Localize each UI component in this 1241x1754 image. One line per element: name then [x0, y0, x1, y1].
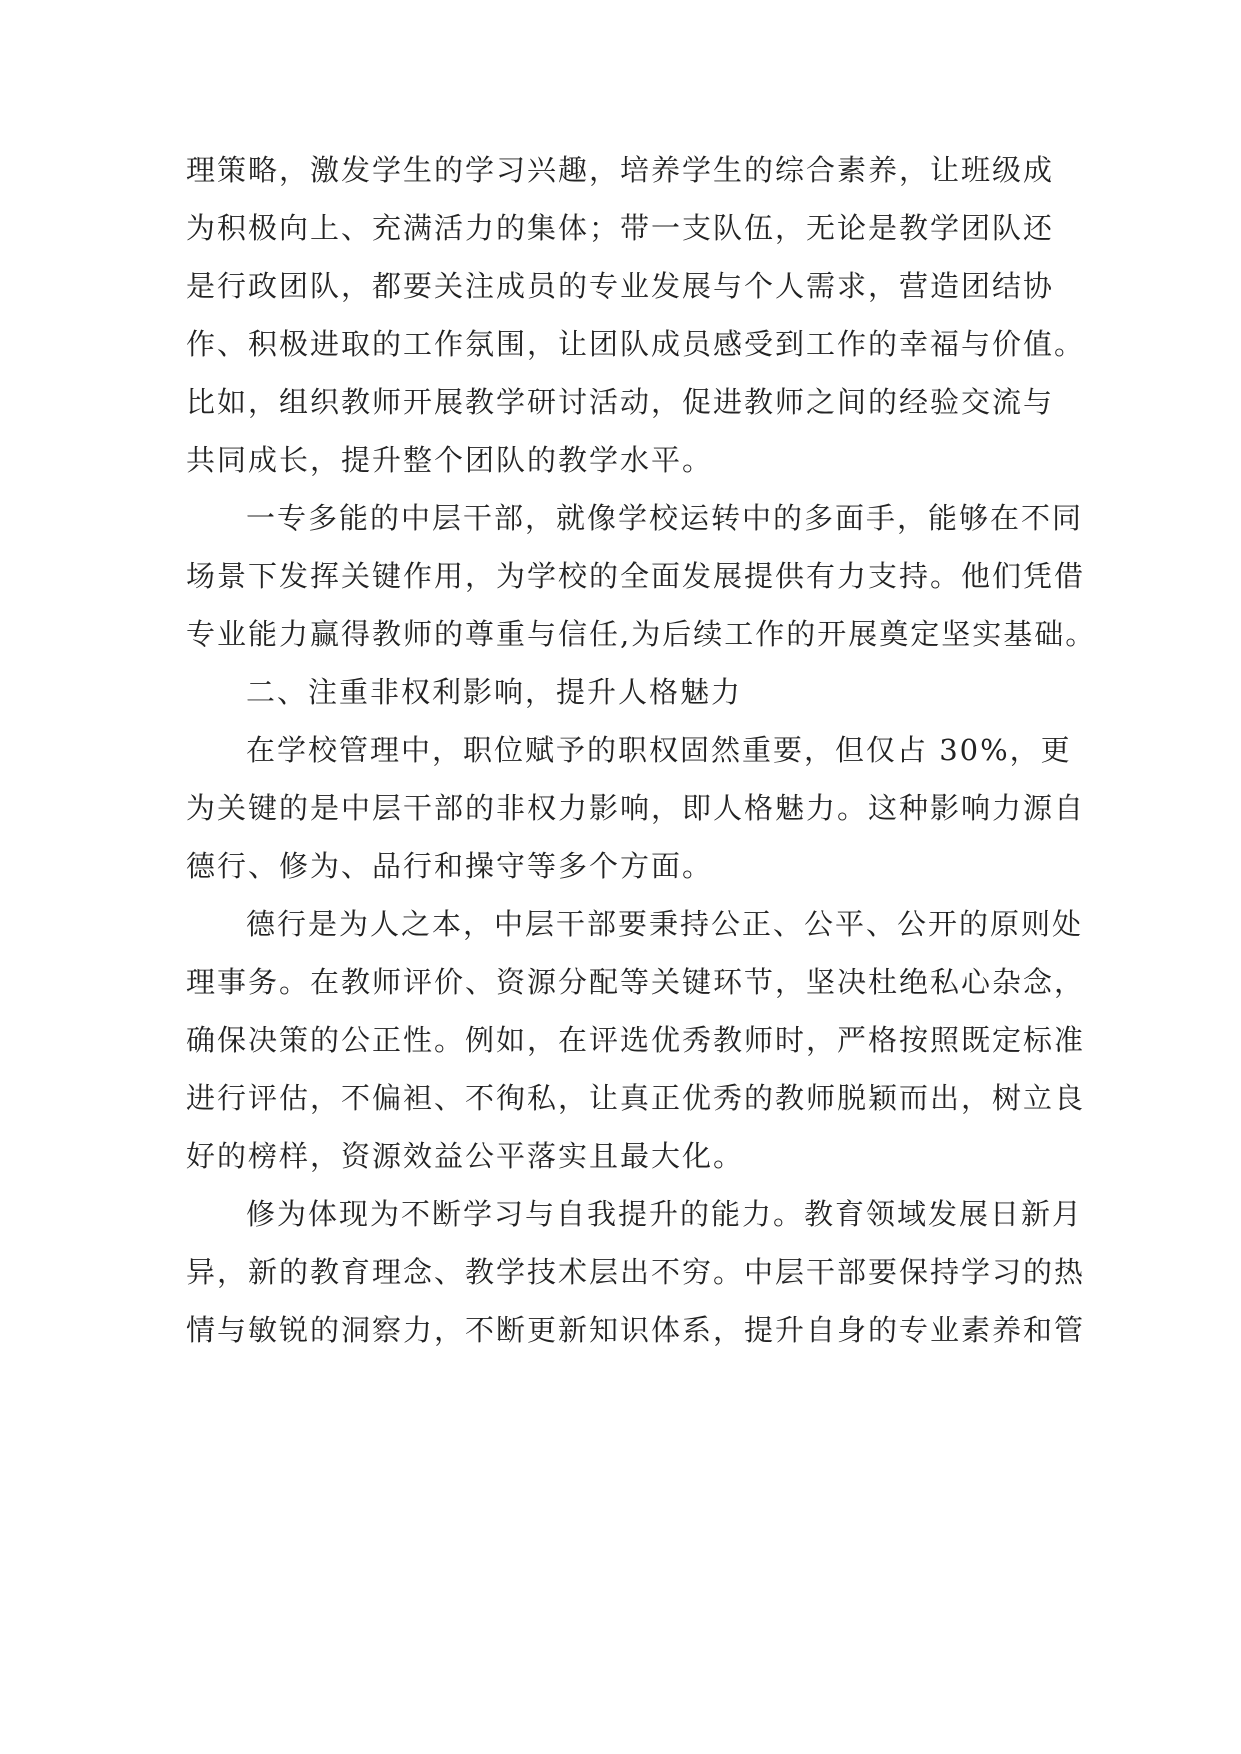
text-line: 为关键的是中层干部的非权力影响，即人格魅力。这种影响力源自 — [186, 791, 1086, 825]
text-line: 异，新的教育理念、教学技术层出不穷。中层干部要保持学习的热 — [186, 1255, 1086, 1289]
text-line: 德行、修为、品行和操守等多个方面。 — [186, 849, 714, 883]
text-line: 作、积极进取的工作氛围，让团队成员感受到工作的幸福与价值。 — [186, 327, 1086, 361]
text-line: 进行评估，不偏袒、不徇私，让真正优秀的教师脱颖而出，树立良 — [186, 1081, 1086, 1115]
text-line: 理策略，激发学生的学习兴趣，培养学生的综合素养，让班级成 — [186, 153, 1055, 187]
text-line: 为积极向上、充满活力的集体；带一支队伍，无论是教学团队还 — [186, 211, 1055, 245]
text-line: 情与敏锐的洞察力，不断更新知识体系，提升自身的专业素养和管 — [186, 1313, 1086, 1347]
text-line: 在学校管理中，职位赋予的职权固然重要，但仅占 30%，更 — [246, 733, 1072, 767]
text-line: 场景下发挥关键作用，为学校的全面发展提供有力支持。他们凭借 — [186, 559, 1086, 593]
text-line: 共同成长，提升整个团队的教学水平。 — [186, 443, 714, 477]
text-line: 是行政团队，都要关注成员的专业发展与个人需求，营造团结协 — [186, 269, 1055, 303]
text-line: 理事务。在教师评价、资源分配等关键环节，坚决杜绝私心杂念， — [186, 965, 1086, 999]
section-heading: 二、注重非权利影响，提升人格魅力 — [246, 675, 743, 709]
text-line: 德行是为人之本，中层干部要秉持公正、公平、公开的原则处 — [246, 907, 1084, 941]
text-line: 确保决策的公正性。例如，在评选优秀教师时，严格按照既定标准 — [186, 1023, 1086, 1057]
text-line: 修为体现为不断学习与自我提升的能力。教育领域发展日新月 — [246, 1197, 1084, 1231]
text-line: 专业能力赢得教师的尊重与信任,为后续工作的开展奠定坚实基础。 — [186, 617, 1097, 651]
text-line: 比如，组织教师开展教学研讨活动，促进教师之间的经验交流与 — [186, 385, 1055, 419]
text-line: 好的榜样，资源效益公平落实且最大化。 — [186, 1139, 745, 1173]
text-line: 一专多能的中层干部，就像学校运转中的多面手，能够在不同 — [246, 501, 1084, 535]
